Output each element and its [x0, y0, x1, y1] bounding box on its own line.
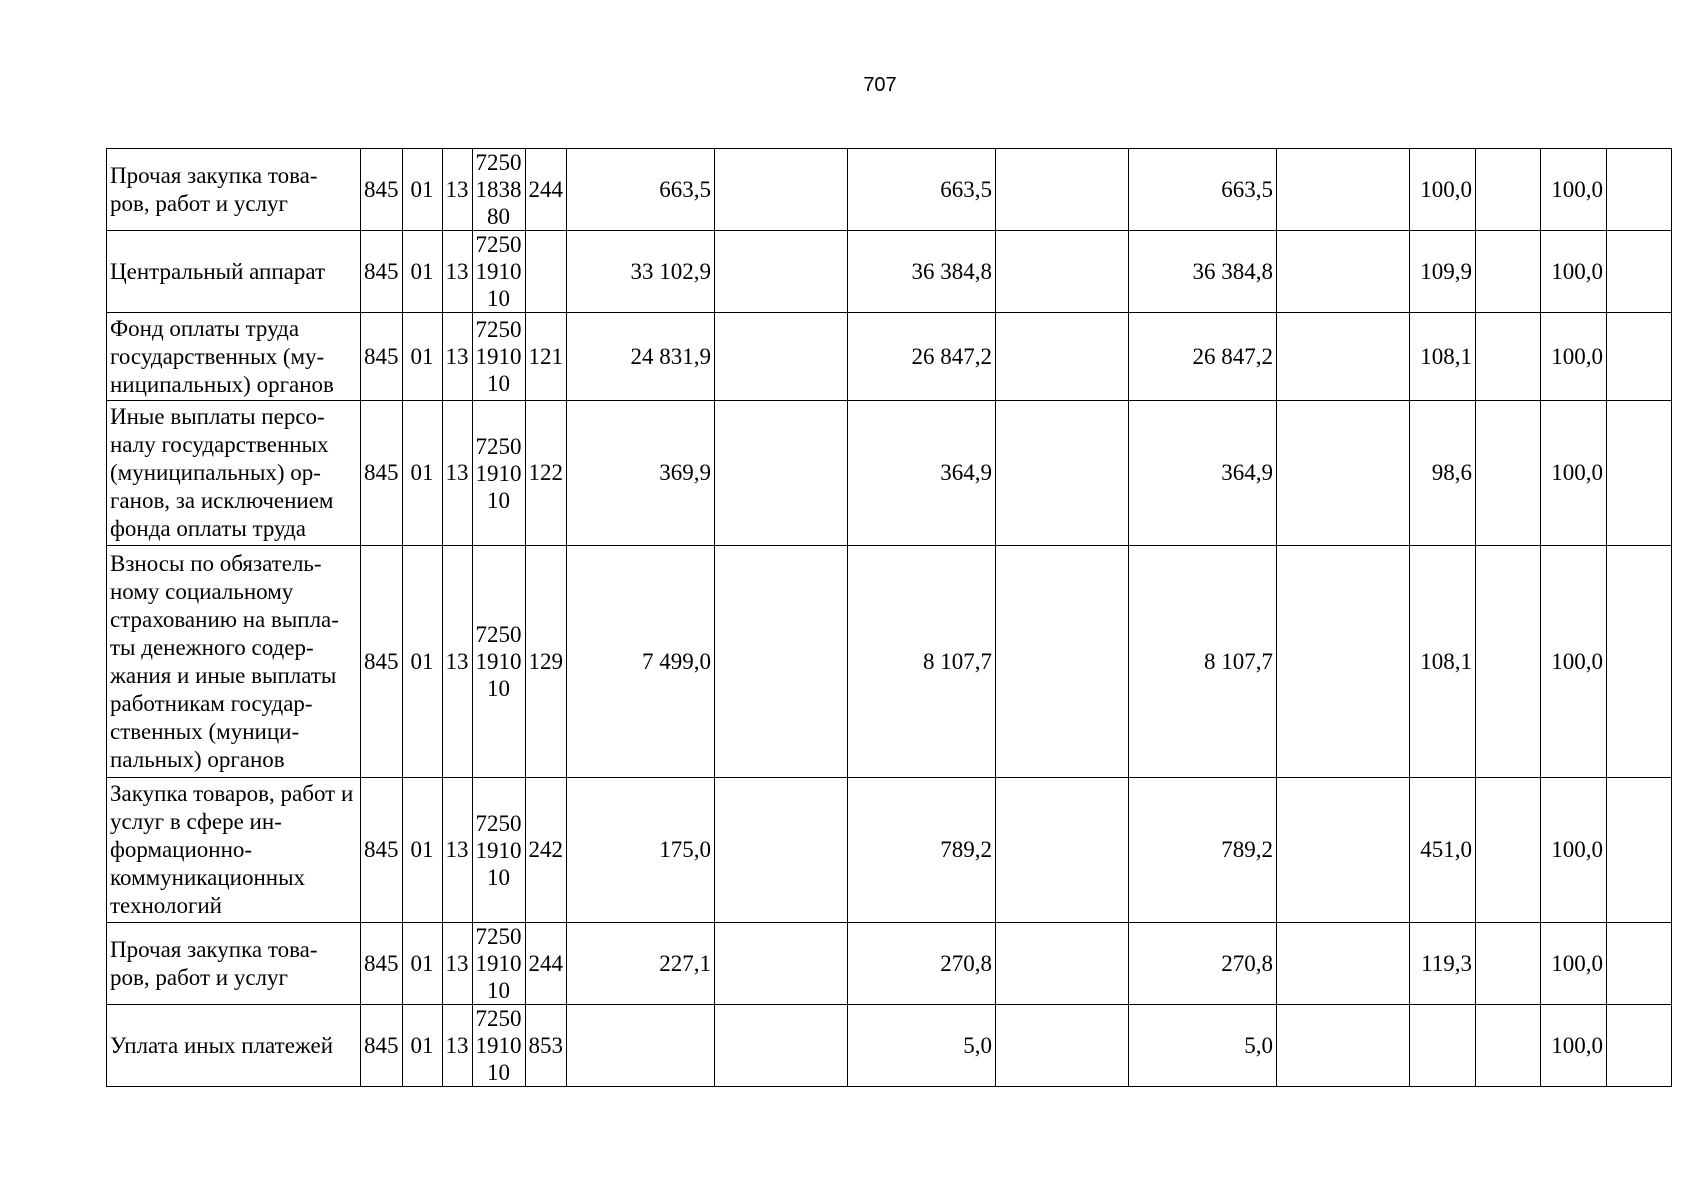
cell-rz: 01: [402, 1005, 442, 1087]
cell-vr: 244: [525, 149, 567, 231]
cell-ved: 845: [361, 778, 403, 923]
cell-empty: [1277, 1005, 1410, 1087]
cell-empty: [1607, 231, 1672, 313]
cell-p1: 119,3: [1410, 923, 1476, 1005]
cell-rz: 01: [402, 401, 442, 546]
cell-name: Прочая закупка това-ров, работ и услуг: [107, 149, 361, 231]
cell-name: Центральный аппарат: [107, 231, 361, 313]
cell-empty: [996, 313, 1129, 401]
cell-csr: 7250 1910 10: [472, 778, 525, 923]
cell-p2: 100,0: [1541, 401, 1607, 546]
cell-v1: 663,5: [567, 149, 715, 231]
cell-empty: [1607, 1005, 1672, 1087]
cell-p1: [1410, 1005, 1476, 1087]
cell-empty: [996, 778, 1129, 923]
cell-v2: 364,9: [848, 401, 996, 546]
cell-p2: 100,0: [1541, 1005, 1607, 1087]
cell-pr: 13: [442, 313, 472, 401]
cell-v2: 26 847,2: [848, 313, 996, 401]
table-row: [107, 149, 1672, 231]
cell-empty: [996, 231, 1129, 313]
cell-ved: 845: [361, 149, 403, 231]
cell-pr: 13: [442, 778, 472, 923]
cell-pr: 13: [442, 231, 472, 313]
cell-csr: 7250 1838 80: [472, 149, 525, 231]
cell-ved: 845: [361, 401, 403, 546]
cell-v3: 8 107,7: [1129, 546, 1277, 778]
cell-empty: [1277, 231, 1410, 313]
cell-v3: 36 384,8: [1129, 231, 1277, 313]
cell-name: Фонд оплаты труда государственных (му-ниципальных) органов: [107, 313, 361, 401]
cell-vr: [525, 231, 567, 313]
cell-v1: 369,9: [567, 401, 715, 546]
cell-pr: 13: [442, 923, 472, 1005]
cell-empty: [715, 231, 848, 313]
cell-empty: [1476, 923, 1541, 1005]
cell-name: Прочая закупка това-ров, работ и услуг: [107, 923, 361, 1005]
cell-rz: 01: [402, 231, 442, 313]
cell-v1: 7 499,0: [567, 546, 715, 778]
cell-v1: 24 831,9: [567, 313, 715, 401]
cell-empty: [1607, 546, 1672, 778]
cell-p1: 109,9: [1410, 231, 1476, 313]
cell-empty: [996, 923, 1129, 1005]
cell-empty: [1476, 1005, 1541, 1087]
cell-empty: [1277, 149, 1410, 231]
cell-v3: 26 847,2: [1129, 313, 1277, 401]
cell-empty: [1476, 313, 1541, 401]
table-row: [107, 546, 1672, 778]
cell-csr: 7250 1910 10: [472, 313, 525, 401]
cell-empty: [996, 401, 1129, 546]
cell-vr: 853: [525, 1005, 567, 1087]
cell-empty: [715, 546, 848, 778]
cell-ved: 845: [361, 546, 403, 778]
cell-empty: [715, 923, 848, 1005]
cell-empty: [1476, 149, 1541, 231]
table-row: [107, 401, 1672, 546]
cell-p1: 451,0: [1410, 778, 1476, 923]
cell-csr: 7250 1910 10: [472, 401, 525, 546]
cell-empty: [1476, 401, 1541, 546]
cell-v3: 270,8: [1129, 923, 1277, 1005]
cell-empty: [1277, 546, 1410, 778]
cell-empty: [715, 401, 848, 546]
cell-p2: 100,0: [1541, 149, 1607, 231]
cell-v3: 663,5: [1129, 149, 1277, 231]
cell-name: Закупка товаров, работ и услуг в сфере ин-формационно-коммуникационных технологий: [107, 778, 361, 923]
cell-empty: [715, 1005, 848, 1087]
cell-name: Уплата иных платежей: [107, 1005, 361, 1087]
cell-p1: 108,1: [1410, 313, 1476, 401]
cell-p2: 100,0: [1541, 923, 1607, 1005]
cell-vr: 129: [525, 546, 567, 778]
table-row: [107, 231, 1672, 313]
cell-empty: [1607, 313, 1672, 401]
cell-empty: [1476, 231, 1541, 313]
cell-ved: 845: [361, 923, 403, 1005]
table-row: [107, 778, 1672, 923]
cell-rz: 01: [402, 923, 442, 1005]
cell-rz: 01: [402, 778, 442, 923]
cell-empty: [1476, 778, 1541, 923]
cell-empty: [1277, 313, 1410, 401]
cell-v2: 270,8: [848, 923, 996, 1005]
cell-empty: [996, 1005, 1129, 1087]
cell-ved: 845: [361, 1005, 403, 1087]
cell-csr: 7250 1910 10: [472, 1005, 525, 1087]
cell-rz: 01: [402, 546, 442, 778]
cell-empty: [715, 313, 848, 401]
cell-empty: [1607, 923, 1672, 1005]
cell-v2: 789,2: [848, 778, 996, 923]
cell-rz: 01: [402, 149, 442, 231]
cell-csr: 7250 1910 10: [472, 546, 525, 778]
cell-p1: 98,6: [1410, 401, 1476, 546]
cell-v1: 175,0: [567, 778, 715, 923]
cell-v3: 364,9: [1129, 401, 1277, 546]
cell-vr: 121: [525, 313, 567, 401]
cell-v1: 33 102,9: [567, 231, 715, 313]
cell-v3: 5,0: [1129, 1005, 1277, 1087]
cell-v2: 8 107,7: [848, 546, 996, 778]
cell-v2: 5,0: [848, 1005, 996, 1087]
cell-empty: [715, 149, 848, 231]
cell-empty: [1607, 401, 1672, 546]
page-number: 707: [863, 74, 897, 96]
cell-vr: 242: [525, 778, 567, 923]
cell-pr: 13: [442, 401, 472, 546]
cell-csr: 7250 1910 10: [472, 231, 525, 313]
cell-rz: 01: [402, 313, 442, 401]
cell-vr: 122: [525, 401, 567, 546]
cell-v3: 789,2: [1129, 778, 1277, 923]
cell-v1: 227,1: [567, 923, 715, 1005]
cell-empty: [996, 149, 1129, 231]
cell-name: Взносы по обязатель-ному социальному страхованию на выпла-ты денежного содер-жания и иные выплаты работникам государ-ственных (муници-пальных) органов: [107, 546, 361, 778]
cell-pr: 13: [442, 149, 472, 231]
cell-empty: [1607, 778, 1672, 923]
cell-v2: 36 384,8: [848, 231, 996, 313]
cell-empty: [1476, 546, 1541, 778]
cell-empty: [715, 778, 848, 923]
cell-p2: 100,0: [1541, 546, 1607, 778]
table-row: [107, 1005, 1672, 1087]
cell-p2: 100,0: [1541, 778, 1607, 923]
cell-v2: 663,5: [848, 149, 996, 231]
cell-empty: [996, 546, 1129, 778]
cell-empty: [1277, 923, 1410, 1005]
budget-table: [106, 148, 1672, 1087]
cell-p1: 100,0: [1410, 149, 1476, 231]
cell-csr: 7250 1910 10: [472, 923, 525, 1005]
cell-ved: 845: [361, 313, 403, 401]
table-row: [107, 313, 1672, 401]
cell-vr: 244: [525, 923, 567, 1005]
cell-empty: [1277, 778, 1410, 923]
cell-p2: 100,0: [1541, 313, 1607, 401]
cell-p1: 108,1: [1410, 546, 1476, 778]
cell-empty: [1607, 149, 1672, 231]
cell-empty: [1277, 401, 1410, 546]
cell-pr: 13: [442, 546, 472, 778]
cell-pr: 13: [442, 1005, 472, 1087]
cell-v1: [567, 1005, 715, 1087]
table-row: [107, 923, 1672, 1005]
cell-p2: 100,0: [1541, 231, 1607, 313]
cell-name: Иные выплаты персо-налу государственных (муниципальных) ор-ганов, за исключением фонда оплаты труда: [107, 401, 361, 546]
cell-ved: 845: [361, 231, 403, 313]
